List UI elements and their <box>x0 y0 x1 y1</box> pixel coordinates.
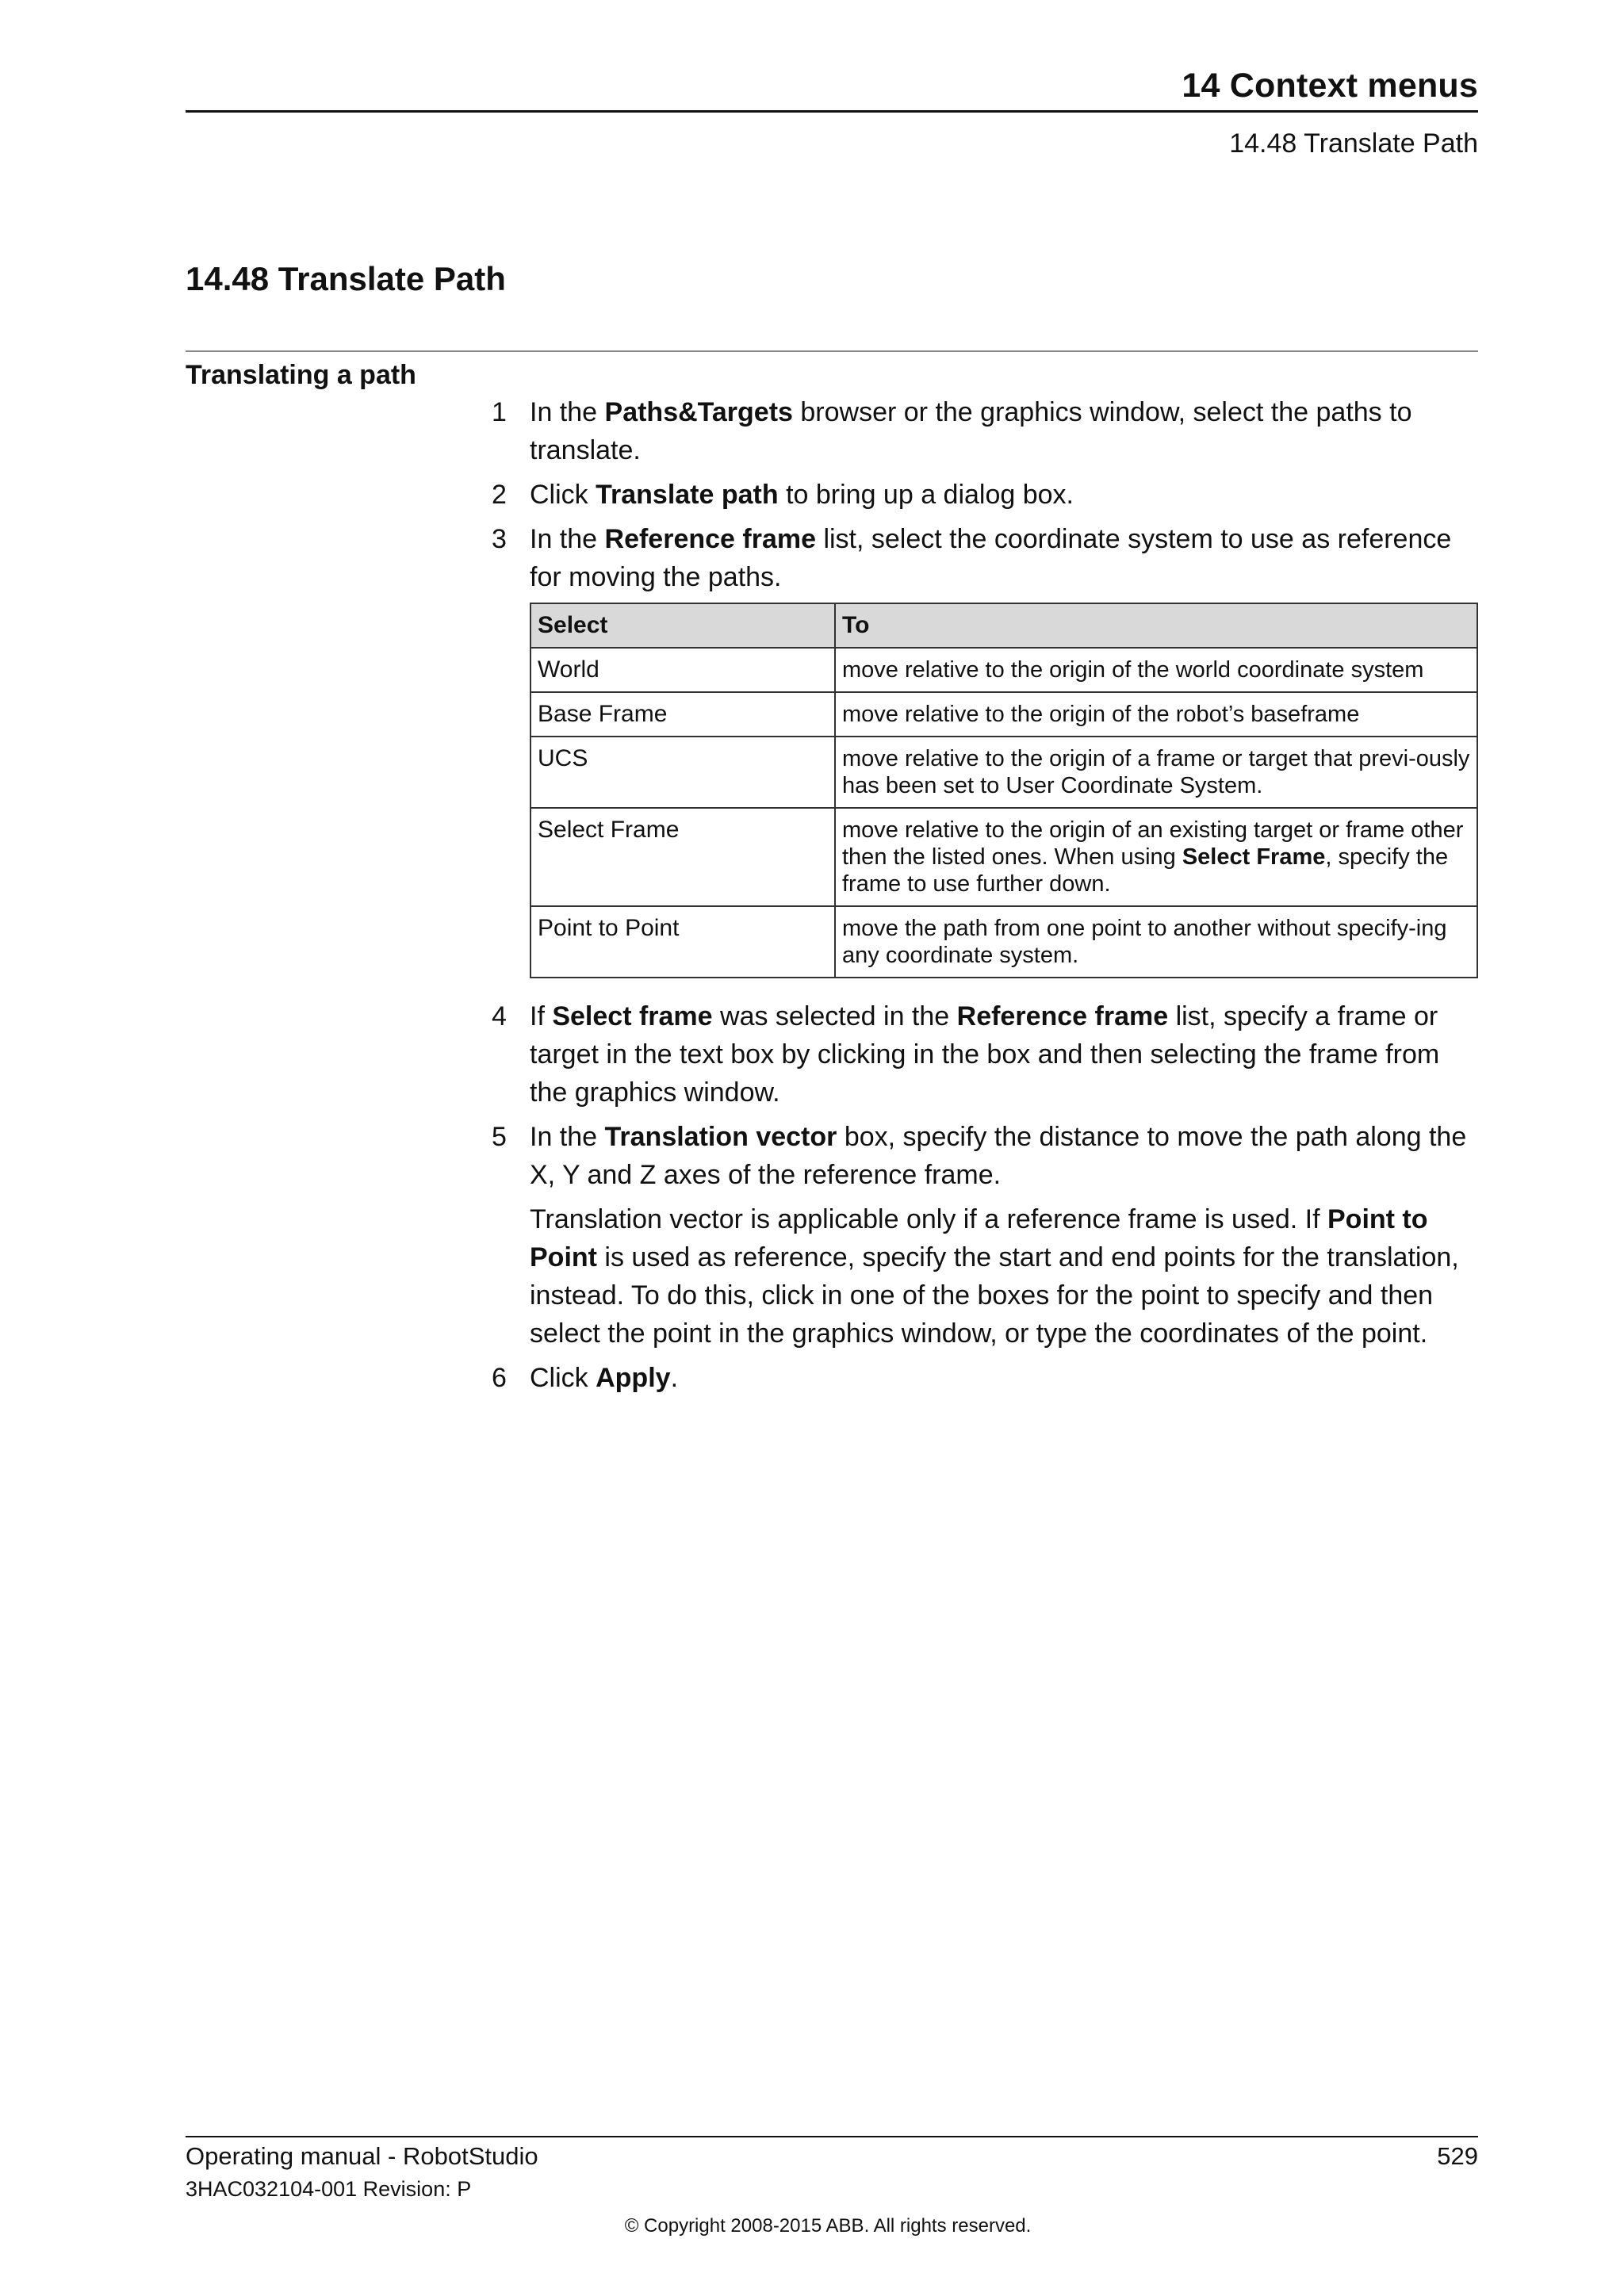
section-divider <box>186 350 1478 352</box>
table-row <box>530 906 1477 978</box>
table-cell-to: move relative to the origin of the world coordinate system <box>835 648 1477 692</box>
step-text: Click Translate path to bring up a dialog box. <box>530 480 1074 510</box>
section-running-head: 14.48 Translate Path <box>1229 128 1478 159</box>
table-row <box>530 808 1477 906</box>
step-5-note: Translation vector is applicable only if a reference frame is used. If Point to Point is used as reference, specify the start and end points for the translation, instead. To do this, click in one of the boxes for the point to specify and then select the point in the graphics window, or type the coordinates of the point. <box>530 1204 1459 1349</box>
table-header-select: Select <box>530 603 835 648</box>
table-cell-to: move relative to the origin of the robot’s baseframe <box>835 692 1477 737</box>
table-cell-select: Select Frame <box>530 808 835 906</box>
step-4 <box>492 997 1478 1112</box>
copyright-notice: © Copyright 2008-2015 ABB. All rights reserved. <box>624 2215 1032 2237</box>
section-heading: 14.48 Translate Path <box>186 260 506 297</box>
footer-divider <box>186 2136 1478 2137</box>
table-cell-select: World <box>530 648 835 692</box>
side-heading: Translating a path <box>186 360 416 390</box>
table-cell-to: move the path from one point to another without specify-ing any coordinate system. <box>835 906 1477 978</box>
table-row <box>530 692 1477 737</box>
step-number: 6 <box>492 1363 507 1393</box>
table-header-row <box>530 603 1477 648</box>
table-cell-select: UCS <box>530 737 835 808</box>
footer-manual-title: Operating manual - RobotStudio <box>186 2142 538 2170</box>
step-5 <box>492 1118 1478 1194</box>
step-text: In the Reference frame list, select the coordinate system to use as reference for moving the paths. <box>530 524 1452 592</box>
footer-doc-id: 3HAC032104-001 Revision: P <box>186 2177 472 2201</box>
table-row <box>530 648 1477 692</box>
table-cell-to: move relative to the origin of a frame or target that previ-ously has been set to User Coordinate System. <box>835 737 1477 808</box>
step-3 <box>492 520 1478 596</box>
table-cell-to: move relative to the origin of an existing target or frame other then the listed ones. When using Select Frame, specify the frame to use further down. <box>835 808 1477 906</box>
step-number: 3 <box>492 524 507 554</box>
header-divider <box>186 110 1478 113</box>
page-number: 529 <box>1437 2142 1478 2170</box>
reference-frame-table <box>530 603 1478 978</box>
step-number: 5 <box>492 1122 507 1152</box>
step-number: 1 <box>492 397 507 427</box>
step-number: 4 <box>492 1001 507 1031</box>
table-header-to: To <box>835 603 1477 648</box>
procedure-content <box>492 393 1478 1403</box>
table-cell-select: Base Frame <box>530 692 835 737</box>
table-cell-select: Point to Point <box>530 906 835 978</box>
step-text: Click Apply. <box>530 1363 679 1393</box>
step-6 <box>492 1359 1478 1397</box>
step-text: In the Translation vector box, specify the distance to move the path along the X, Y and Z axes of the reference frame. <box>530 1122 1467 1190</box>
chapter-title: 14 Context menus <box>1182 67 1478 105</box>
step-text: If Select frame was selected in the Reference frame list, specify a frame or target in the text box by clicking in the box and then selecting the frame from the graphics window. <box>530 1001 1440 1108</box>
step-2 <box>492 476 1478 514</box>
step-1 <box>492 393 1478 469</box>
step-number: 2 <box>492 480 507 510</box>
table-row <box>530 737 1477 808</box>
step-text: In the Paths&Targets browser or the graphics window, select the paths to translate. <box>530 397 1412 465</box>
